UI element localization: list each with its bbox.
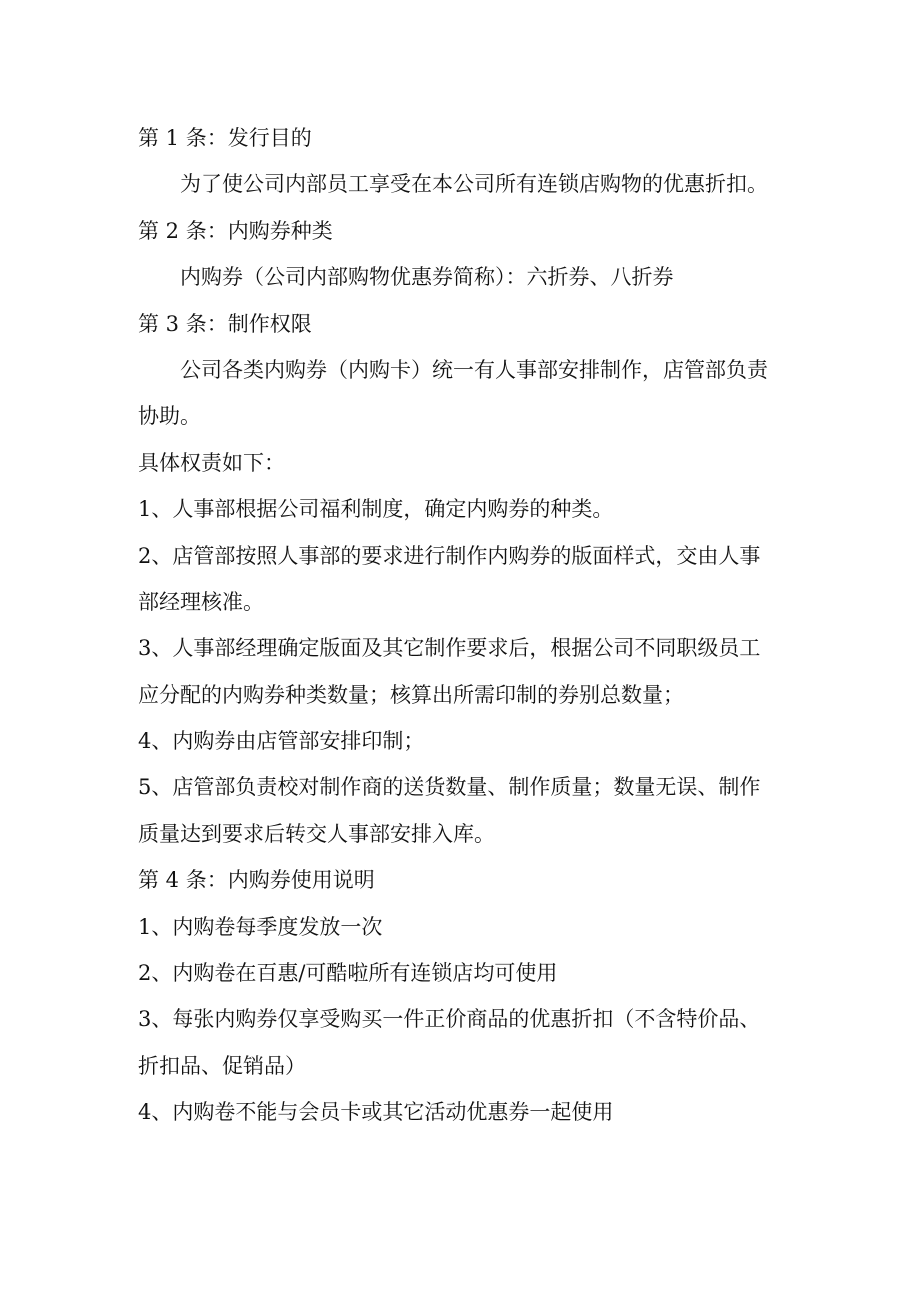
usage-item-2: 2、内购卷在百惠/可酷啦所有连锁店均可使用 bbox=[138, 961, 558, 986]
responsibility-item-3-line-2: 应分配的内购券种类数量；核算出所需印制的券别总数量； bbox=[138, 682, 684, 707]
responsibility-item-3-line-1: 3、人事部经理确定版面及其它制作要求后，根据公司不同职级员工 bbox=[138, 636, 761, 661]
article-4-heading: 第 4 条：内购券使用说明 bbox=[138, 868, 375, 893]
usage-item-4: 4、内购卷不能与会员卡或其它活动优惠券一起使用 bbox=[138, 1100, 614, 1125]
usage-item-3-line-2: 折扣品、促销品） bbox=[138, 1053, 306, 1078]
document-body bbox=[138, 115, 798, 1136]
responsibility-item-2-line-2: 部经理核准。 bbox=[138, 589, 264, 614]
article-1-heading: 第 1 条：发行目的 bbox=[138, 126, 312, 150]
usage-item-1: 1、内购卷每季度发放一次 bbox=[138, 914, 383, 939]
article-1-paragraph: 为了使公司内部员工享受在本公司所有连锁店购物的优惠折扣。 bbox=[180, 172, 768, 197]
article-3-heading: 第 3 条：制作权限 bbox=[138, 311, 312, 336]
responsibility-item-2-line-1: 2、店管部按照人事部的要求进行制作内购券的版面样式，交由人事 bbox=[138, 543, 761, 568]
usage-item-3-line-1: 3、每张内购券仅享受购买一件正价商品的优惠折扣（不含特价品、 bbox=[138, 1007, 761, 1032]
article-2-heading: 第 2 条：内购券种类 bbox=[138, 218, 333, 243]
responsibility-item-5-line-1: 5、店管部负责校对制作商的送货数量、制作质量；数量无误、制作 bbox=[138, 775, 761, 800]
article-3-paragraph-line-1: 公司各类内购券（内购卡）统一有人事部安排制作，店管部负责 bbox=[180, 357, 768, 382]
responsibility-item-4: 4、内购券由店管部安排印制； bbox=[138, 729, 425, 754]
article-2-paragraph: 内购券（公司内部购物优惠券简称）：六折券、八折券 bbox=[180, 265, 674, 290]
article-3-paragraph-line-2: 协助。 bbox=[138, 404, 201, 429]
responsibilities-heading: 具体权责如下： bbox=[138, 450, 285, 475]
responsibility-item-1: 1、人事部根据公司福利制度，确定内购券的种类。 bbox=[138, 497, 614, 522]
responsibility-item-5-line-2: 质量达到要求后转交人事部安排入库。 bbox=[138, 821, 495, 846]
